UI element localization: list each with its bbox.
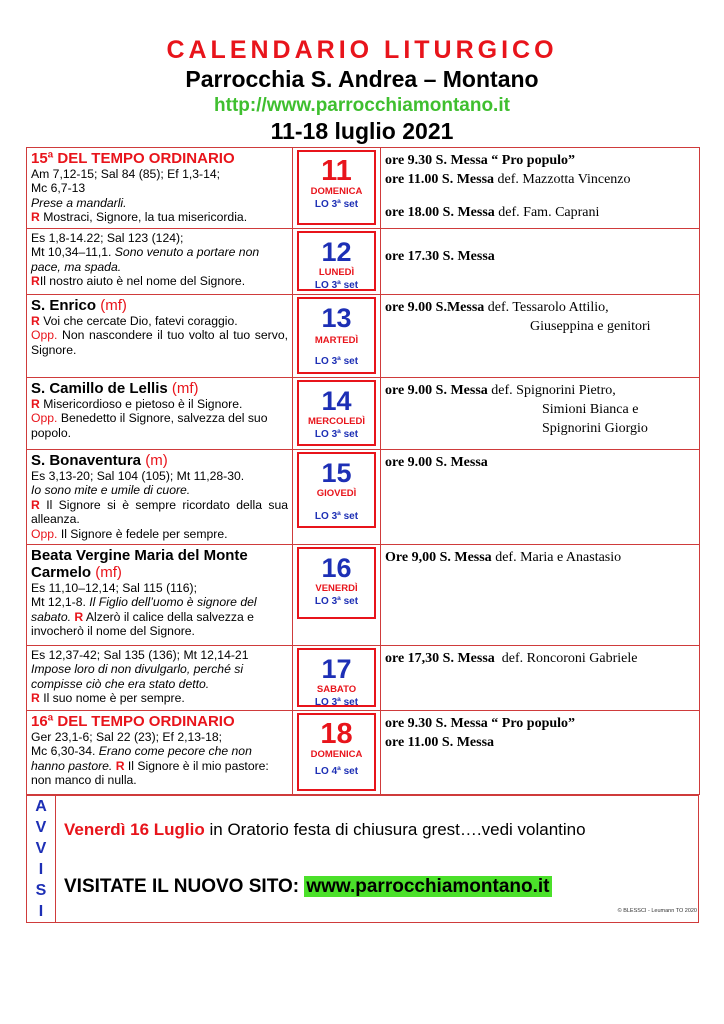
gospel-quote: Impose loro di non divulgarlo, perché si compisse ciò che era stato detto.: [31, 662, 244, 691]
date-range: 11-18 luglio 2021: [270, 118, 454, 144]
response-label: R: [31, 274, 40, 289]
avvisi-letter: A: [35, 798, 47, 815]
avvisi-letter: S: [35, 882, 47, 899]
feast-rank: (mf): [171, 380, 199, 397]
liturgy-cell: [27, 545, 293, 646]
lo-week: LO 4ª set: [314, 766, 359, 777]
readings: Mt 12,1-8.: [31, 595, 86, 610]
notice-line: [64, 820, 586, 840]
mass-cell: [381, 711, 700, 795]
day-box: [297, 452, 376, 528]
day-name: MERCOLEDÌ: [308, 416, 365, 427]
response-label: R: [31, 210, 40, 225]
mass-time: ore 11.00 S. Messa: [385, 735, 495, 750]
avvisi-letter: V: [35, 840, 47, 857]
liturgy-cell: [27, 378, 293, 450]
day-box: [297, 713, 376, 791]
page-title: CALENDARIO LITURGICO: [166, 36, 558, 64]
opp-text: Non nascondere il tuo volto al tuo servo, Signore.: [31, 328, 288, 357]
mass-cell: [381, 378, 700, 450]
mass-time: ore 9.00 S. Messa: [385, 383, 488, 398]
day-cell: [293, 450, 381, 545]
day-cell: [293, 711, 381, 795]
opp-text: Il Signore è fedele per sempre.: [60, 526, 228, 541]
notice-date: Venerdì 16 Luglio: [64, 820, 205, 839]
mass-cell: [381, 646, 700, 711]
lo-week: LO 3ª set: [314, 356, 359, 367]
mass-note: Spignorini Giorgio: [542, 421, 648, 436]
lo-week: LO 3ª set: [314, 199, 359, 210]
day-number: 12: [321, 237, 352, 267]
opp-label: Opp.: [31, 411, 58, 426]
response-label: R: [31, 397, 40, 411]
readings: Es 11,10–12,14; Sal 115 (116);: [31, 581, 197, 595]
readings: Mt 10,34–11,1.: [31, 245, 112, 260]
response-text: Voi che cercate Dio, fatevi coraggio.: [43, 314, 238, 328]
readings: Es 12,37-42; Sal 135 (136); Mt 12,14-21: [31, 648, 249, 662]
feast-rank: (m): [145, 452, 168, 469]
mass-time: ore 17.30 S. Messa: [385, 249, 495, 264]
gospel-quote: Il Figlio dell’uomo è signore del sabato.: [31, 595, 257, 624]
site-link[interactable]: www.parrocchiamontano.it: [306, 876, 550, 897]
feast-rank: (mf): [95, 564, 122, 581]
day-number: 17: [321, 654, 352, 684]
response-text: Misericordioso e pietoso è il Signore.: [43, 397, 243, 411]
avvisi-letter: I: [38, 861, 44, 878]
mass-note: Giuseppina e genitori: [530, 319, 651, 334]
mass-time: ore 9.30 S. Messa: [385, 716, 488, 731]
feast-title: S. Camillo de Lellis: [31, 380, 168, 397]
day-number: 11: [321, 155, 352, 187]
day-box: [297, 547, 376, 619]
opp-text: Benedetto il Signore, salvezza del suo popolo.: [31, 411, 268, 440]
day-cell: [293, 545, 381, 646]
liturgy-cell: [27, 295, 293, 378]
readings: Es 3,13-20; Sal 104 (105); Mt 11,28-30.: [31, 469, 245, 483]
calendar-table: [26, 147, 700, 795]
mass-cell: [381, 148, 700, 229]
day-cell: [293, 646, 381, 711]
feast-title: 16ª DEL TEMPO ORDINARIO: [31, 713, 235, 730]
lo-week: LO 3ª set: [314, 429, 359, 440]
mass-cell: [381, 295, 700, 378]
mass-note: def. Mazzotta Vincenzo: [497, 172, 631, 187]
parish-url[interactable]: http://www.parrocchiamontano.it: [214, 95, 510, 116]
gospel-quote: Prese a mandarli.: [31, 195, 127, 210]
day-row-16: [27, 545, 700, 646]
day-row-15: [27, 450, 700, 545]
mass-time: ore 11.00 S. Messa: [385, 172, 495, 187]
response-text: Il suo nome è per sempre.: [43, 691, 185, 706]
lo-week: LO 3ª set: [314, 280, 359, 291]
mass-cell: [381, 450, 700, 545]
mass-note: def. Maria e Anastasio: [495, 550, 622, 565]
day-cell: [293, 295, 381, 378]
mass-note: def. Spignorini Pietro,: [491, 383, 616, 398]
copyright: © BLESSCI - Leumann TO 2020: [617, 908, 697, 914]
notice-text: in Oratorio festa di chiusura grest….vedi volantino: [209, 820, 586, 839]
gospel-quote: Io sono mite e umile di cuore.: [31, 483, 191, 498]
day-box: [297, 648, 376, 707]
day-row-12: [27, 229, 700, 295]
readings: Mc 6,30-34.: [31, 744, 96, 759]
day-row-14: [27, 378, 700, 450]
day-name: SABATO: [316, 684, 357, 695]
day-name: GIOVEDÌ: [316, 488, 357, 499]
readings: Ger 23,1-6; Sal 22 (23); Ef 2,13-18;: [31, 730, 223, 744]
day-cell: [293, 148, 381, 229]
day-box: [297, 297, 376, 374]
day-number: 14: [321, 386, 352, 416]
response-text: Il nostro aiuto è nel nome del Signore.: [39, 274, 246, 289]
day-cell: [293, 229, 381, 295]
gospel-quote: Sono venuto a portare non pace, ma spada.: [31, 245, 260, 274]
day-row-13: [27, 295, 700, 378]
day-cell: [293, 378, 381, 450]
avvisi-letter: V: [35, 819, 47, 836]
liturgy-cell: [27, 148, 293, 229]
parish-name: Parrocchia S. Andrea – Montano: [185, 66, 539, 92]
response-text: Il Signore è il mio pastore: non manco di nulla.: [31, 758, 269, 788]
mass-cell: [381, 545, 700, 646]
opp-label: Opp.: [31, 526, 58, 541]
day-name: VENERDÌ: [315, 583, 358, 594]
mass-time: ore 9.00 S.Messa: [385, 300, 485, 315]
liturgy-cell: [27, 450, 293, 545]
lo-week: LO 3ª set: [314, 511, 359, 522]
liturgy-cell: [27, 229, 293, 295]
avvisi-body: [56, 796, 699, 923]
response-text: Mostraci, Signore, la tua misericordia.: [43, 210, 248, 225]
mass-note: “ Pro populo”: [491, 716, 576, 731]
day-box: [297, 380, 376, 446]
readings: Es 1,8-14.22; Sal 123 (124);: [31, 231, 184, 245]
feast-rank: (mf): [100, 297, 127, 314]
opp-label: Opp.: [31, 328, 58, 343]
day-row-17: [27, 646, 700, 711]
mass-time: ore 18.00 S. Messa: [385, 205, 495, 220]
response-text: Alzerò il calice della salvezza e invocherò il nome del Signore.: [31, 609, 254, 639]
liturgy-cell: [27, 711, 293, 795]
response-label: R: [31, 691, 40, 706]
response-label: R: [74, 609, 84, 624]
liturgy-cell: [27, 646, 293, 711]
readings: Am 7,12-15; Sal 84 (85); Ef 1,3-14;: [31, 167, 221, 181]
feast-title: Beata Vergine Maria del Monte Carmelo: [31, 547, 248, 581]
lo-week: LO 3ª set: [314, 697, 359, 708]
mass-note: Simioni Bianca e: [542, 402, 639, 417]
day-number: 15: [321, 458, 352, 488]
day-name: LUNEDÌ: [318, 267, 355, 278]
lo-week: LO 3ª set: [314, 596, 359, 607]
day-box: [297, 231, 376, 291]
visit-label: VISITATE IL NUOVO SITO:: [64, 876, 300, 897]
mass-note: def. Fam. Caprani: [498, 205, 600, 220]
mass-note: “ Pro populo”: [491, 153, 576, 168]
mass-time: Ore 9,00 S. Messa: [385, 550, 492, 565]
response-label: R: [31, 314, 40, 328]
day-name: DOMENICA: [310, 186, 363, 197]
mass-note: def. Roncoroni Gabriele: [501, 651, 638, 666]
day-number: 13: [321, 303, 352, 333]
visit-line: [64, 876, 552, 898]
readings: Mc 6,7-13: [31, 181, 86, 196]
day-number: 16: [321, 553, 352, 583]
day-number: 18: [320, 718, 353, 750]
gospel-quote: Erano come pecore che non hanno pastore.: [31, 744, 252, 773]
mass-time: ore 9.30 S. Messa: [385, 153, 488, 168]
mass-time: ore 9.00 S. Messa: [385, 455, 488, 470]
feast-title: S. Bonaventura: [31, 452, 142, 469]
response-text: Il Signore si è sempre ricordato della sua alleanza.: [31, 497, 289, 527]
feast-title: S. Enrico: [31, 297, 97, 314]
day-row-11: [27, 148, 700, 229]
feast-title: 15ª DEL TEMPO ORDINARIO: [31, 150, 235, 167]
avvisi-table: [26, 795, 699, 923]
day-box: [297, 150, 376, 225]
avvisi-letter: I: [38, 903, 44, 920]
response-label: R: [115, 758, 125, 773]
day-name: MARTEDÌ: [314, 335, 359, 346]
mass-cell: [381, 229, 700, 295]
mass-time: ore 17,30 S. Messa: [385, 651, 495, 666]
response-label: R: [31, 497, 40, 512]
day-name: DOMENICA: [310, 749, 363, 760]
mass-note: def. Tessarolo Attilio,: [487, 300, 609, 315]
day-row-18: [27, 711, 700, 795]
avvisi-label: [27, 796, 56, 923]
